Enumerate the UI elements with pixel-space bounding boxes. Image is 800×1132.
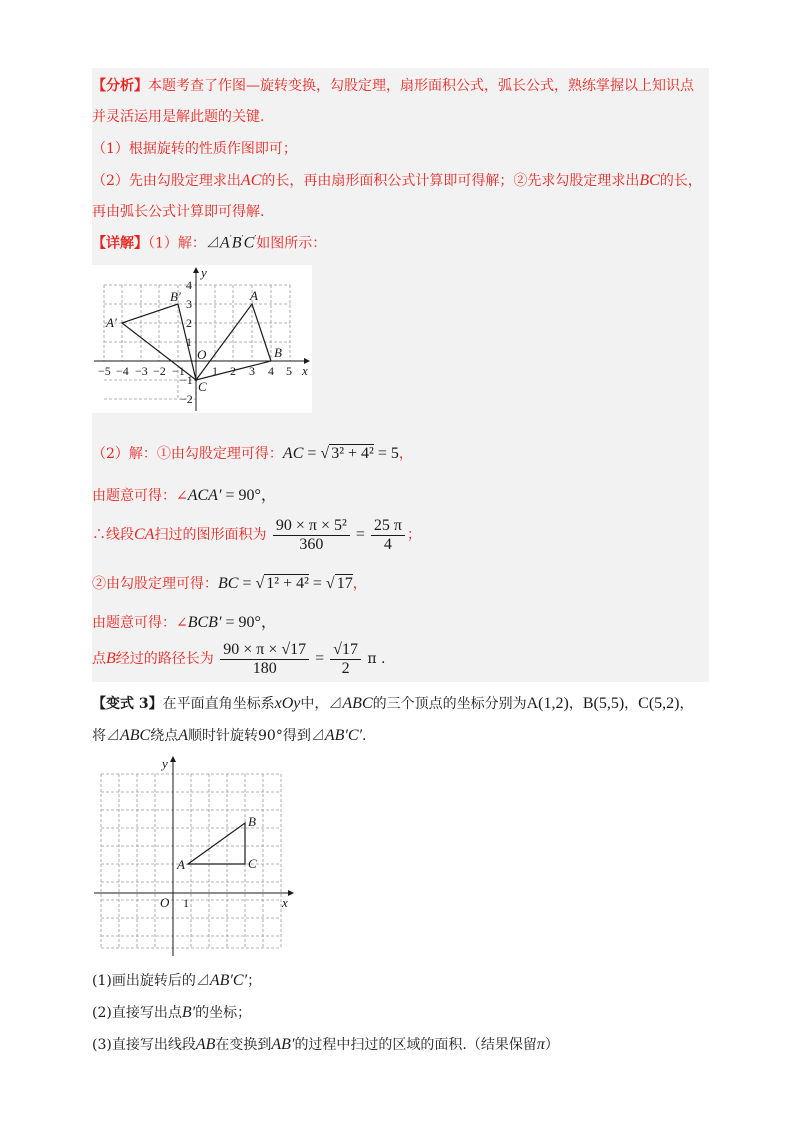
solution-given-1 [92, 486, 277, 506]
q3-ab: AB [195, 1036, 216, 1053]
solution-bc: BC [218, 575, 239, 592]
solution-eq-2: = [238, 575, 256, 592]
analysis-line-1 [92, 76, 694, 96]
arc-denominator-2: 2 [341, 659, 350, 677]
rotation-graph-1 [92, 265, 312, 413]
graph-2-label-a: A [177, 857, 185, 872]
q3-mid: 在变换到 [215, 1037, 272, 1053]
label-b: B [274, 345, 282, 360]
detail-prime-c: ′ [254, 235, 257, 245]
arc-fraction-2 [330, 641, 361, 678]
analysis-step-2b-text: 再由弧长公式计算即可得解. [92, 204, 265, 220]
analysis-ac: AC [240, 172, 262, 189]
q2-pre: (2)直接写出点 [92, 1005, 182, 1021]
question-2 [92, 1003, 251, 1023]
question-3 [92, 1035, 559, 1055]
graph-2-tick-1: 1 [183, 896, 189, 910]
variant-sep-1: ， [568, 696, 583, 712]
given-1-angle: ACA′ [187, 487, 222, 504]
q3-end: 的过程中扫过的区域的面积.（结果保留 [294, 1037, 537, 1053]
variant-line2-c: 顺时针旋转90°得到⊿ [188, 728, 325, 744]
x-tick-neg1: −1 [172, 364, 185, 378]
variant-line1-c: 的三个顶点的坐标分别为 [372, 696, 527, 712]
x-tick-neg4: −4 [116, 364, 129, 378]
variant-point-b: B(5,5) [582, 695, 625, 712]
variant-end-1: ， [679, 696, 694, 712]
analysis-step-1 [92, 139, 297, 159]
variant-abc: ABC [342, 695, 373, 712]
graph-1-y-label: y [201, 265, 207, 280]
q3-close: ） [544, 1037, 559, 1053]
detail-tag: 【详解】 [92, 235, 148, 252]
x-tick-2: 2 [230, 364, 236, 378]
area-ca: CA [134, 526, 155, 543]
solution-line-bc: ②由勾股定理可得：BC = √ 1² + 4² = √ 17， [92, 575, 367, 592]
y-tick-neg1: −1 [180, 373, 193, 387]
solution-line-ac: （2）解：①由勾股定理可得：AC = √ 3² + 4² = 5， [92, 445, 413, 462]
solution-ac: AC [282, 445, 304, 462]
arc-mid: 经过的路径长为 [115, 651, 214, 667]
arc-pre: 点 [92, 651, 106, 667]
graph-2-label-c: C [248, 856, 257, 871]
detail-a: A [219, 234, 230, 252]
y-tick-2: 2 [186, 316, 192, 330]
y-tick-1: 1 [186, 335, 192, 349]
graph-2-x-arrow [288, 890, 294, 896]
variant-result: AB′C′ [324, 727, 363, 744]
arc-numerator-1: 90 × π × √17 [220, 641, 309, 660]
analysis-text-1: 本题考查了作图—旋转变换，勾股定理，扇形面积公式，弧长公式，熟练掌握以上知识点 [148, 78, 694, 94]
area-pre: ∴线段 [92, 527, 134, 543]
question-1 [92, 971, 261, 991]
arc-fraction-1 [220, 641, 309, 678]
analysis-bc: BC [639, 172, 660, 189]
x-tick-1: 1 [212, 364, 218, 378]
analysis-tag: 【分析】 [92, 78, 148, 94]
arc-b: B [106, 650, 116, 667]
arc-denominator-1: 180 [252, 659, 277, 677]
label-a: A [250, 288, 258, 303]
analysis-step-2a-post: 的长， [659, 173, 702, 189]
graph-2-x-label: x [282, 895, 288, 910]
detail-part1-pre: （1）解： [148, 235, 206, 252]
detail-prime-b: ′ [241, 235, 244, 245]
graph-1-x-label: x [302, 363, 308, 378]
given-1-pre: 由题意可得：∠ [92, 488, 188, 504]
analysis-step-2a-pre: （2）先由勾股定理求出 [92, 173, 241, 189]
graph-2-label-b: B [248, 814, 256, 829]
y-tick-neg2: −2 [180, 392, 193, 406]
graph-1-origin: O [197, 347, 207, 362]
q1-math: AB′C′ [209, 972, 248, 989]
graph-2-origin: O [160, 895, 170, 910]
solution-p2-end: ， [398, 446, 413, 462]
variant-tag: 【变式 3】 [92, 696, 163, 712]
solution-eq-1: = [303, 445, 321, 462]
y-tick-4: 4 [186, 278, 192, 292]
variant-line-1 [92, 694, 693, 714]
analysis-step-2a [92, 171, 702, 191]
area-denominator-2: 4 [383, 535, 392, 553]
q2-end: 的坐标； [195, 1005, 252, 1021]
variant-line2-end: . [362, 728, 367, 744]
solution-p2b-pre: ②由勾股定理可得： [92, 576, 218, 592]
arc-end: π . [362, 651, 386, 667]
area-numerator-1: 90 × π × 5² [273, 517, 350, 536]
label-b-prime: B′ [170, 289, 181, 304]
solution-bc-result: 17 [336, 575, 353, 592]
analysis-text-2: 并灵活运用是解此题的关键. [92, 109, 265, 125]
solution-ac-radicand: 3² + 4² [331, 445, 374, 462]
analysis-step-2a-mid: 的长，再由扇形面积公式计算即可得解；②先求勾股定理求出 [261, 173, 640, 189]
triangle-abc-2 [188, 823, 245, 864]
x-tick-neg3: −3 [135, 364, 148, 378]
solution-eq-3: = [308, 575, 326, 592]
solution-p2-pre: （2）解：①由勾股定理可得： [92, 446, 283, 462]
solution-arc [92, 640, 386, 678]
q1-end: ； [247, 973, 262, 989]
analysis-line-2 [92, 107, 264, 127]
q3-pi: π [536, 1036, 545, 1053]
given-2-angle: BCB′ [187, 614, 222, 631]
solution-given-2 [92, 613, 277, 633]
q1-pre: (1)画出旋转后的⊿ [92, 973, 210, 989]
variant-sep-2: ， [624, 696, 639, 712]
label-a-prime: A′ [106, 315, 117, 330]
q3-pre: (3)直接写出线段 [92, 1037, 196, 1053]
area-denominator-1: 360 [299, 535, 324, 553]
label-c: C [198, 379, 207, 394]
arc-eq: = [311, 650, 329, 667]
x-tick-5: 5 [286, 364, 292, 378]
x-tick-neg2: −2 [153, 364, 166, 378]
variant-point-a: A(1,2) [526, 695, 569, 712]
variant-point-c: C(5,2) [638, 695, 680, 712]
area-numerator-2: 25 π [371, 517, 405, 536]
detail-prime-a: ′ [229, 235, 232, 245]
solution-bc-radicand: 1² + 4² [266, 575, 309, 592]
variant-line-2 [92, 726, 367, 746]
area-fraction-1 [273, 517, 350, 554]
variant-pivot: A [178, 727, 188, 744]
given-2-value: = 90°， [221, 614, 277, 631]
given-2-pre: 由题意可得：∠ [92, 615, 188, 631]
area-mid: 扫过的图形面积为 [154, 527, 267, 543]
solution-ac-result: = 5 [373, 445, 399, 462]
variant-line2-b: 绕点 [150, 728, 179, 744]
detail-c: C [243, 234, 255, 252]
given-1-value: = 90°， [221, 487, 277, 504]
y-tick-3: 3 [186, 297, 192, 311]
analysis-step-2b [92, 202, 264, 222]
graph-2-y-label: y [162, 756, 168, 771]
triangle-symbol: ⊿ [205, 235, 220, 252]
arc-numerator-2: √17 [330, 641, 361, 660]
x-tick-neg5: −5 [98, 364, 111, 378]
variant-abc-2: ABC [120, 727, 151, 744]
detail-part1-post: 如图所示： [256, 235, 327, 252]
analysis-step-1-text: （1）根据旋转的性质作图即可； [92, 141, 297, 157]
solution-area [92, 516, 421, 554]
rotation-graph-2 [92, 752, 302, 958]
variant-line2-a: 将⊿ [92, 728, 120, 744]
q2-math: B′ [181, 1004, 196, 1021]
solution-p2b-end: ， [352, 576, 367, 592]
x-tick-4: 4 [268, 364, 274, 378]
q3-ab-prime: AB′ [271, 1036, 295, 1053]
graph-2-y-arrow [170, 756, 176, 762]
detail-line [92, 230, 326, 254]
variant-line1-b: 中，⊿ [300, 696, 343, 712]
detail-b: B [231, 234, 242, 252]
x-tick-3: 3 [249, 364, 255, 378]
area-eq: = [351, 526, 369, 543]
area-end: ； [406, 527, 421, 543]
variant-xoy: xOy [274, 695, 301, 712]
variant-line1-a: 在平面直角坐标系 [162, 696, 275, 712]
area-fraction-2 [371, 517, 405, 554]
